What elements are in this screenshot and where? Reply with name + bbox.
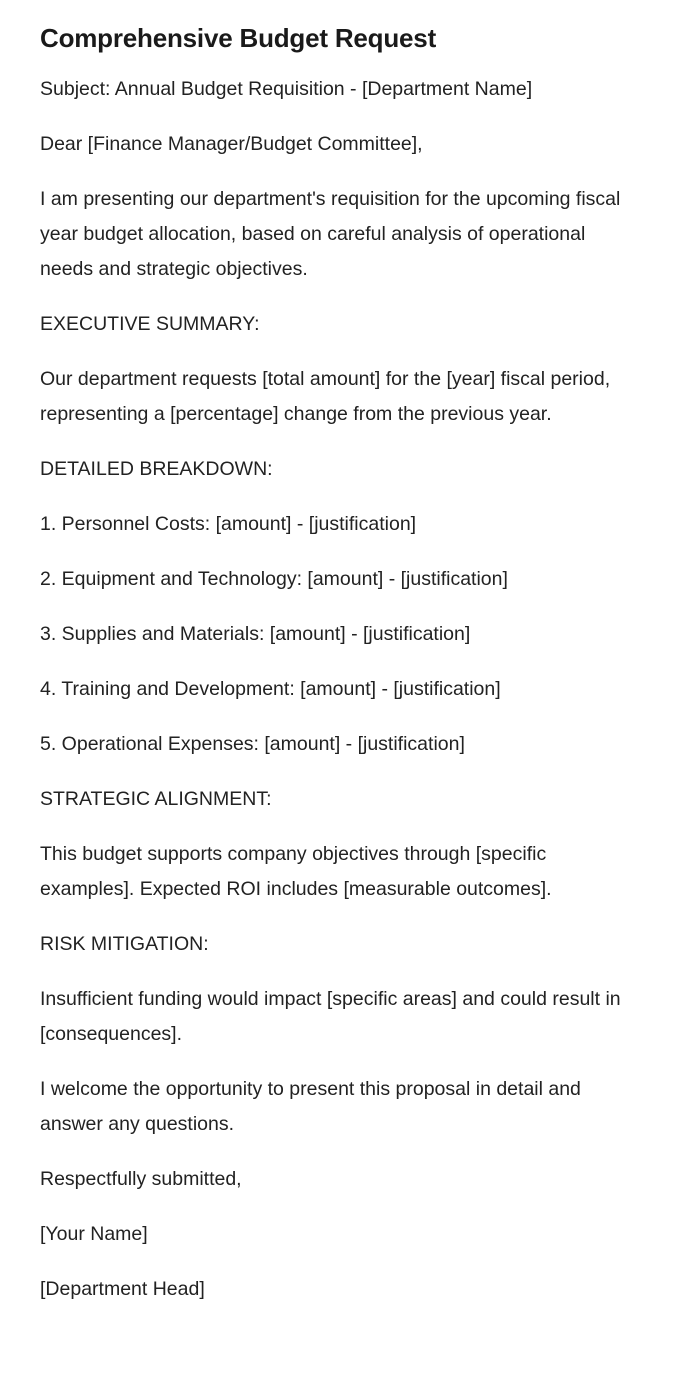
detailed-breakdown-heading: DETAILED BREAKDOWN: xyxy=(40,458,273,480)
breakdown-item-5: 5. Operational Expenses: [amount] - [justification] xyxy=(40,733,465,755)
risk-mitigation-body: Insufficient funding would impact [specific areas] and could result in [consequences]. xyxy=(40,988,621,1045)
breakdown-item-4: 4. Training and Development: [amount] - [justification] xyxy=(40,678,501,700)
signature-role: [Department Head] xyxy=(40,1278,205,1300)
intro-paragraph: I am presenting our department's requisition for the upcoming fiscal year budget allocation, based on careful analysis of operational needs and strategic objectives. xyxy=(40,188,621,280)
breakdown-item-2: 2. Equipment and Technology: [amount] - [justification] xyxy=(40,568,508,590)
signature-name: [Your Name] xyxy=(40,1223,148,1245)
executive-summary-heading: EXECUTIVE SUMMARY: xyxy=(40,313,260,335)
page-title: Comprehensive Budget Request xyxy=(40,23,437,53)
strategic-alignment-body: This budget supports company objectives through [specific examples]. Expected ROI includes [measurable outcomes]. xyxy=(40,843,552,900)
subject-line: Subject: Annual Budget Requisition - [Department Name] xyxy=(40,78,533,100)
executive-summary-body: Our department requests [total amount] for the [year] fiscal period, representing a [percentage] change from the previous year. xyxy=(40,368,611,425)
sign-off: Respectfully submitted, xyxy=(40,1168,242,1190)
breakdown-item-1: 1. Personnel Costs: [amount] - [justification] xyxy=(40,513,417,535)
strategic-alignment-heading: STRATEGIC ALIGNMENT: xyxy=(40,788,272,810)
risk-mitigation-heading: RISK MITIGATION: xyxy=(40,933,209,955)
document-paragraphs xyxy=(40,72,660,1307)
closing-paragraph: I welcome the opportunity to present this proposal in detail and answer any questions. xyxy=(40,1078,581,1135)
salutation: Dear [Finance Manager/Budget Committee], xyxy=(40,133,423,155)
breakdown-item-3: 3. Supplies and Materials: [amount] - [justification] xyxy=(40,623,471,645)
